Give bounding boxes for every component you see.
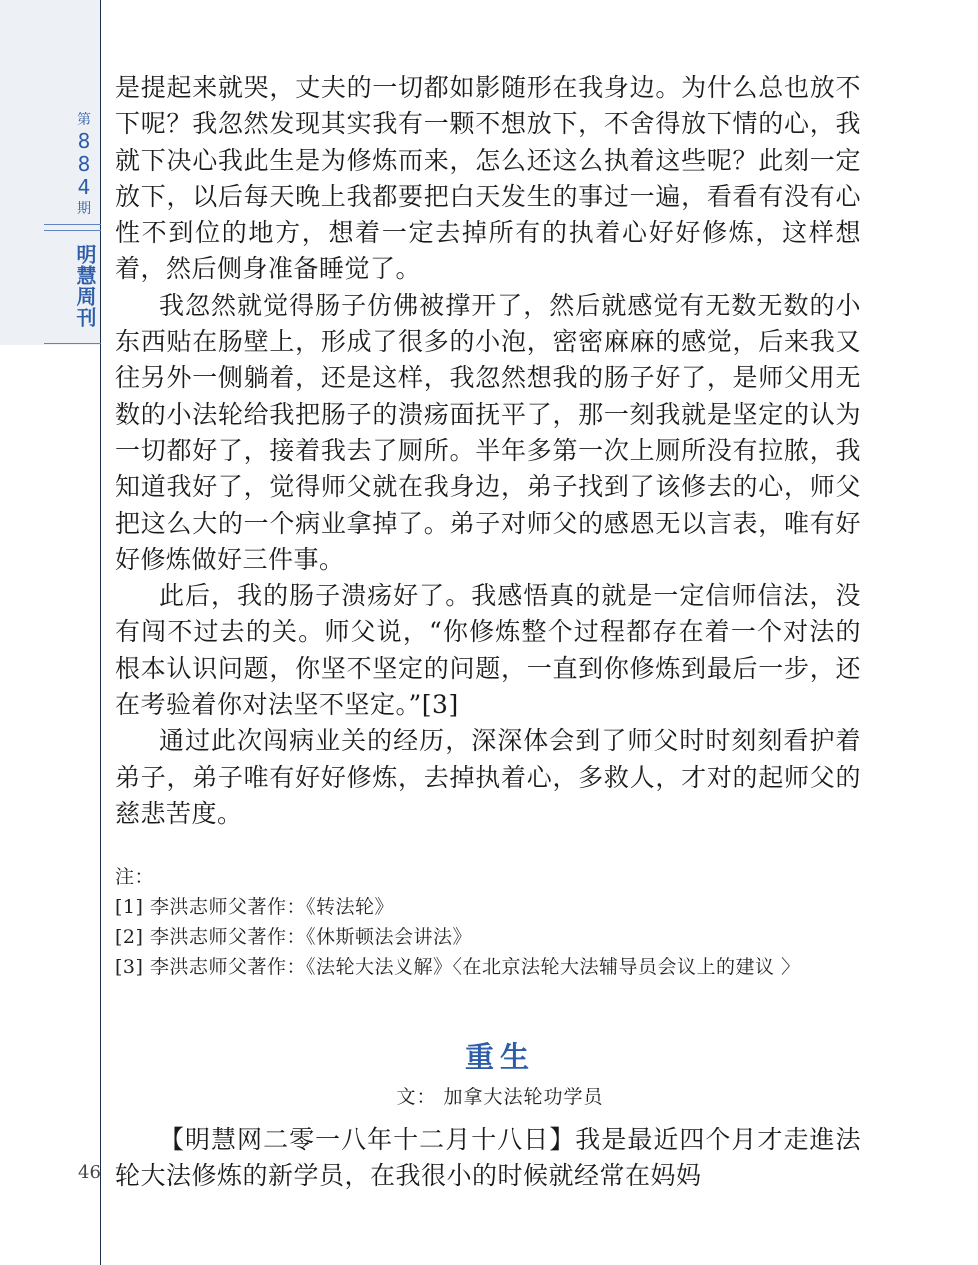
- issue-suffix: 期: [77, 201, 91, 217]
- publication-name: 明慧周刊: [73, 244, 97, 328]
- article-author: 文： 加拿大法轮功学员: [396, 1086, 604, 1108]
- notes-label: 注：: [115, 866, 155, 889]
- sidebar-divider-bottom: [44, 343, 101, 344]
- issue-digit: 8: [77, 152, 91, 176]
- paragraph: 是提起来就哭，丈夫的一切都如影随形在我身边。为什么总也放不下呢？我忽然发现其实我有一颗不想放下，不舍得放下情的心，我就下决心我此生是为修炼而来，怎么还这么执着这些呢？此刻一定放下，以后每天晚上我都要把白天发生的事过一遍，看看有没有心性不到位的地方，想着一定去掉所有的执着心好好修炼，这样想着，然后侧身准备睡觉了。: [115, 73, 861, 284]
- issue-digit: 8: [77, 129, 91, 153]
- article-body: [115, 1122, 861, 1195]
- sidebar-divider-top: [44, 224, 101, 225]
- article-title: 重生: [464, 1040, 535, 1074]
- footnote: [3] 李洪志师父著作：《法轮大法义解》〈在北京法轮大法辅导员会议上的建议 〉: [115, 956, 801, 979]
- margin-rule: [100, 0, 101, 1265]
- issue-prefix: 第: [77, 112, 91, 128]
- sidebar-divider-middle: [44, 230, 101, 231]
- article-body: [115, 70, 861, 982]
- issue-number: [68, 110, 100, 219]
- issue-digit: 4: [77, 175, 91, 199]
- paragraph: 通过此次闯病业关的经历，深深体会到了师父时时刻刻看护着弟子，弟子唯有好好修炼，去掉执着心，多救人，才对的起师父的慈悲苦度。: [115, 726, 861, 828]
- page-number: 46: [78, 1162, 101, 1183]
- footnote: [1] 李洪志师父著作：《转法轮》: [115, 896, 394, 919]
- footnotes: [115, 862, 861, 982]
- paragraph: 【明慧网二零一八年十二月十八日】我是最近四个月才走進法轮大法修炼的新学员，在我很小的时候就经常在妈妈: [115, 1125, 861, 1191]
- paragraph: 我忽然就觉得肠子仿佛被撑开了，然后就感觉有无数无数的小东西贴在肠壁上，形成了很多的小泡，密密麻麻的感觉，后来我又往另外一侧躺着，还是这样，我忽然想我的肠子好了，是师父用无数的小法轮给我把肠子的溃疡面抚平了，那一刻我就是坚定的认为一切都好了，接着我去了厕所。半年多第一次上厕所没有拉脓，我知道我好了，觉得师父就在我身边，弟子找到了该修去的心，师父把这么大的一个病业拿掉了。弟子对师父的感恩无以言表，唯有好好修炼做好三件事。: [115, 290, 861, 574]
- footnote: [2] 李洪志师父著作：《休斯顿法会讲法》: [115, 926, 472, 949]
- paragraph: 此后，我的肠子溃疡好了。我感悟真的就是一定信师信法，没有闯不过去的关。师父说，“你修炼整个过程都存在着一个对法的根本认识问题，你坚不坚定的问题，一直到你修炼到最后一步，还在考验着你对法坚不坚定。”[3]: [115, 581, 861, 720]
